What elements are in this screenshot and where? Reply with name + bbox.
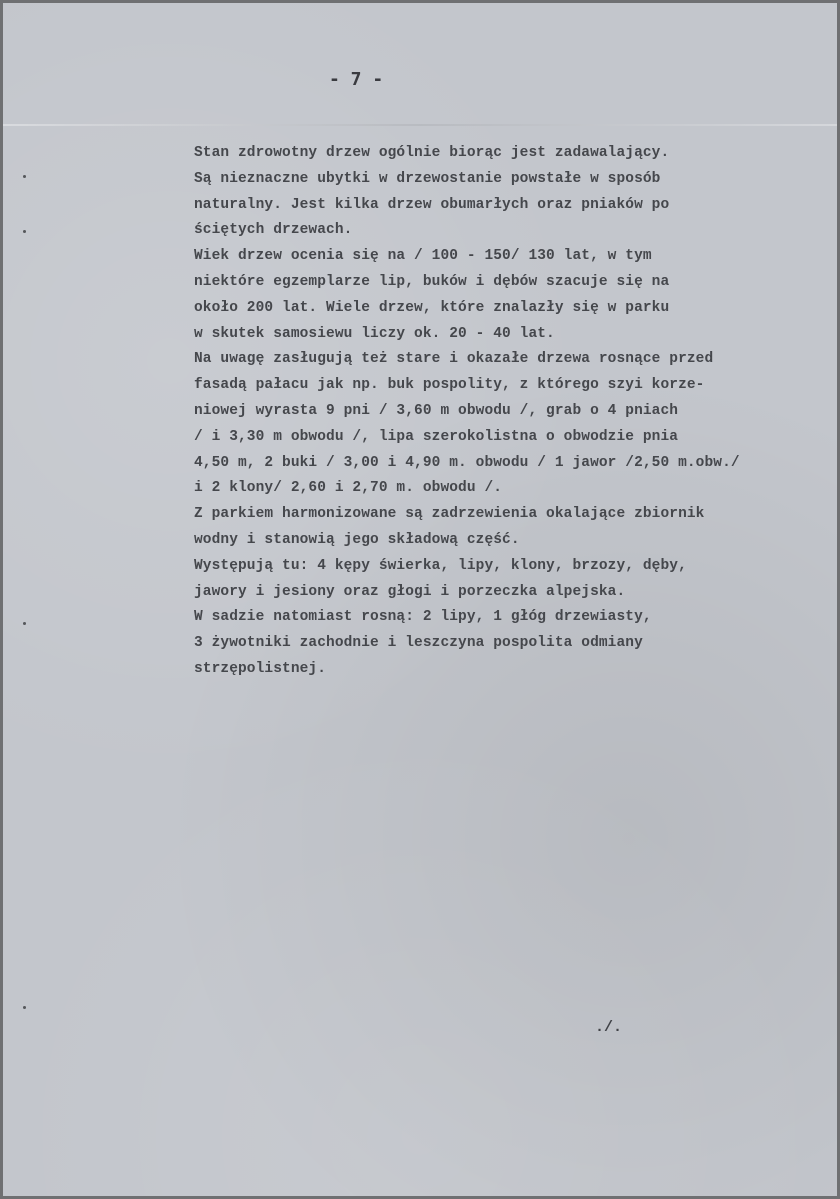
text-line: w skutek samosiewu liczy ok. 20 - 40 lat. bbox=[194, 325, 555, 342]
text-line: 4,50 m, 2 buki / 3,00 i 4,90 m. obwodu / 1 jawor /2,50 m.obw./ bbox=[194, 454, 740, 471]
text-line: ściętych drzewach. bbox=[194, 222, 353, 239]
document-page bbox=[3, 3, 837, 1196]
punch-hole-mark bbox=[23, 622, 26, 625]
text-line: strzępolistnej. bbox=[194, 660, 327, 677]
text-line: Na uwagę zasługują też stare i okazałe drzewa rosnące przed bbox=[194, 351, 714, 368]
paper-fold-line bbox=[3, 124, 837, 126]
text-line: Z parkiem harmonizowane są zadrzewienia okalające zbiornik bbox=[194, 506, 705, 523]
text-line: Wiek drzew ocenia się na / 100 - 150/ 130 lat, w tym bbox=[194, 248, 652, 265]
text-line: jawory i jesiony oraz głogi i porzeczka alpejska. bbox=[194, 583, 626, 600]
text-line: naturalny. Jest kilka drzew obumarłych oraz pniaków po bbox=[194, 196, 670, 213]
text-line: niektóre egzemplarze lip, buków i dębów szacuje się na bbox=[194, 273, 670, 290]
text-line: około 200 lat. Wiele drzew, które znalazły się w parku bbox=[194, 299, 670, 316]
text-line: i 2 klony/ 2,60 i 2,70 m. obwodu /. bbox=[194, 480, 503, 497]
text-line: 3 żywotniki zachodnie i leszczyna pospolita odmiany bbox=[194, 635, 643, 652]
text-line: / i 3,30 m obwodu /, lipa szerokolistna o obwodzie pnia bbox=[194, 428, 679, 445]
text-line: fasadą pałacu jak np. buk pospolity, z którego szyi korze- bbox=[194, 377, 705, 394]
typed-body-text bbox=[194, 141, 834, 683]
text-line: niowej wyrasta 9 pni / 3,60 m obwodu /, grab o 4 pniach bbox=[194, 402, 679, 419]
punch-hole-mark bbox=[23, 230, 26, 233]
page-number: - 7 - bbox=[329, 69, 384, 90]
punch-hole-mark bbox=[23, 1006, 26, 1009]
text-line: Występują tu: 4 kępy świerka, lipy, klony, brzozy, dęby, bbox=[194, 557, 687, 574]
text-line: wodny i stanowią jego składową część. bbox=[194, 531, 520, 548]
punch-hole-mark bbox=[23, 175, 26, 178]
text-line: Są nieznaczne ubytki w drzewostanie powstałe w sposób bbox=[194, 170, 661, 187]
text-line: W sadzie natomiast rosną: 2 lipy, 1 głóg drzewiasty, bbox=[194, 609, 652, 626]
continuation-mark: ./. bbox=[595, 1019, 623, 1036]
text-line: Stan zdrowotny drzew ogólnie biorąc jest zadawalający. bbox=[194, 145, 670, 161]
